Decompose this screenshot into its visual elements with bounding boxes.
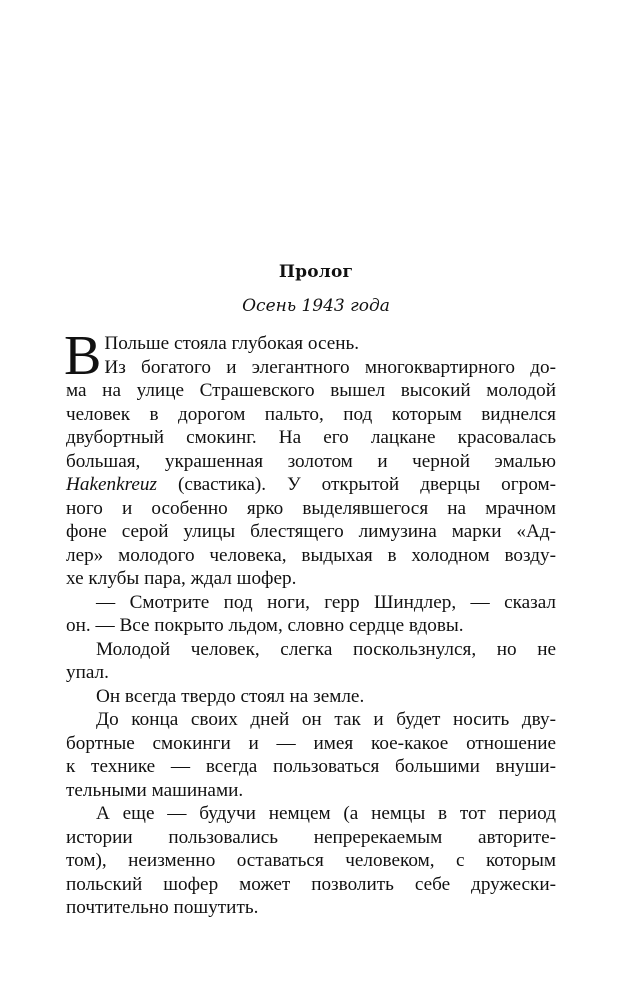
chapter-text <box>64 325 556 920</box>
text-line: фоне серой улицы блестящего лимузина марки «Ад- <box>66 521 556 542</box>
text-line: — Смотрите под ноги, герр Шиндлер, — сказал <box>96 591 556 613</box>
paragraph-stood-firm <box>66 685 556 709</box>
text-line: том), неизменно оставаться человеком, с которым <box>66 850 556 871</box>
text-line: человек в дорогом пальто, под которым виднелся <box>66 403 556 425</box>
text-line: ма на улице Страшевского вышел высокий молодой <box>66 380 556 401</box>
text-line: тельными машинами. <box>66 779 244 801</box>
text-line: Польше стояла глубокая осень. <box>104 333 360 354</box>
text-line: почтительно пошутить. <box>66 897 259 918</box>
text-line: До конца своих дней он так и будет носить дву- <box>96 709 556 730</box>
text-line: Молодой человек, слегка поскользнулся, но не <box>96 638 556 660</box>
text-line: Из богатого и элегантного многоквартирного до- <box>104 356 556 378</box>
paragraph-until-end <box>66 708 556 802</box>
paragraph-1-continued <box>66 379 556 591</box>
text-line: истории пользовались непререкаемым авторите- <box>66 826 556 848</box>
text-line: Он всегда твердо стоял на земле. <box>96 685 365 707</box>
paragraph-dialogue <box>66 591 556 638</box>
chapter-subtitle: Осень 1943 года <box>242 296 390 316</box>
chapter-title: Пролог <box>278 262 354 282</box>
text-line: лер» молодого человека, выдыхая в холодном возду- <box>66 544 556 566</box>
text-line: польский шофер может позволить себе дружески- <box>66 873 556 895</box>
text-line: большая, украшенная золотом и черной эмалью <box>66 450 556 472</box>
text-line: хе клубы пара, ждал шофер. <box>66 568 297 589</box>
text-line: А еще — будучи немцем (а немцы в тот период <box>96 803 556 824</box>
hakenkreuz-word: Hakenkreuz <box>66 474 157 495</box>
text-line: упал. <box>66 662 109 683</box>
paragraph-slipped <box>66 638 556 685</box>
paragraph-1 <box>64 325 556 387</box>
text-line: бортные смокинги и — имея кое-какое отношение <box>66 732 556 754</box>
text-line: ного и особенно ярко выделявшегося на мрачном <box>66 497 556 519</box>
paragraph-german <box>66 802 556 920</box>
text-line-hakenkreuz <box>66 473 556 497</box>
text-line: он. — Все покрыто льдом, словно сердце вдовы. <box>66 615 464 636</box>
text-line: двубортный смокинг. На его лацкане красовалась <box>66 427 556 448</box>
text-line: к технике — всегда пользоваться большими внуши- <box>66 756 556 777</box>
text-fragment: (свастика). У открытой дверцы огром- <box>156 474 556 495</box>
drop-cap: В <box>64 325 102 387</box>
